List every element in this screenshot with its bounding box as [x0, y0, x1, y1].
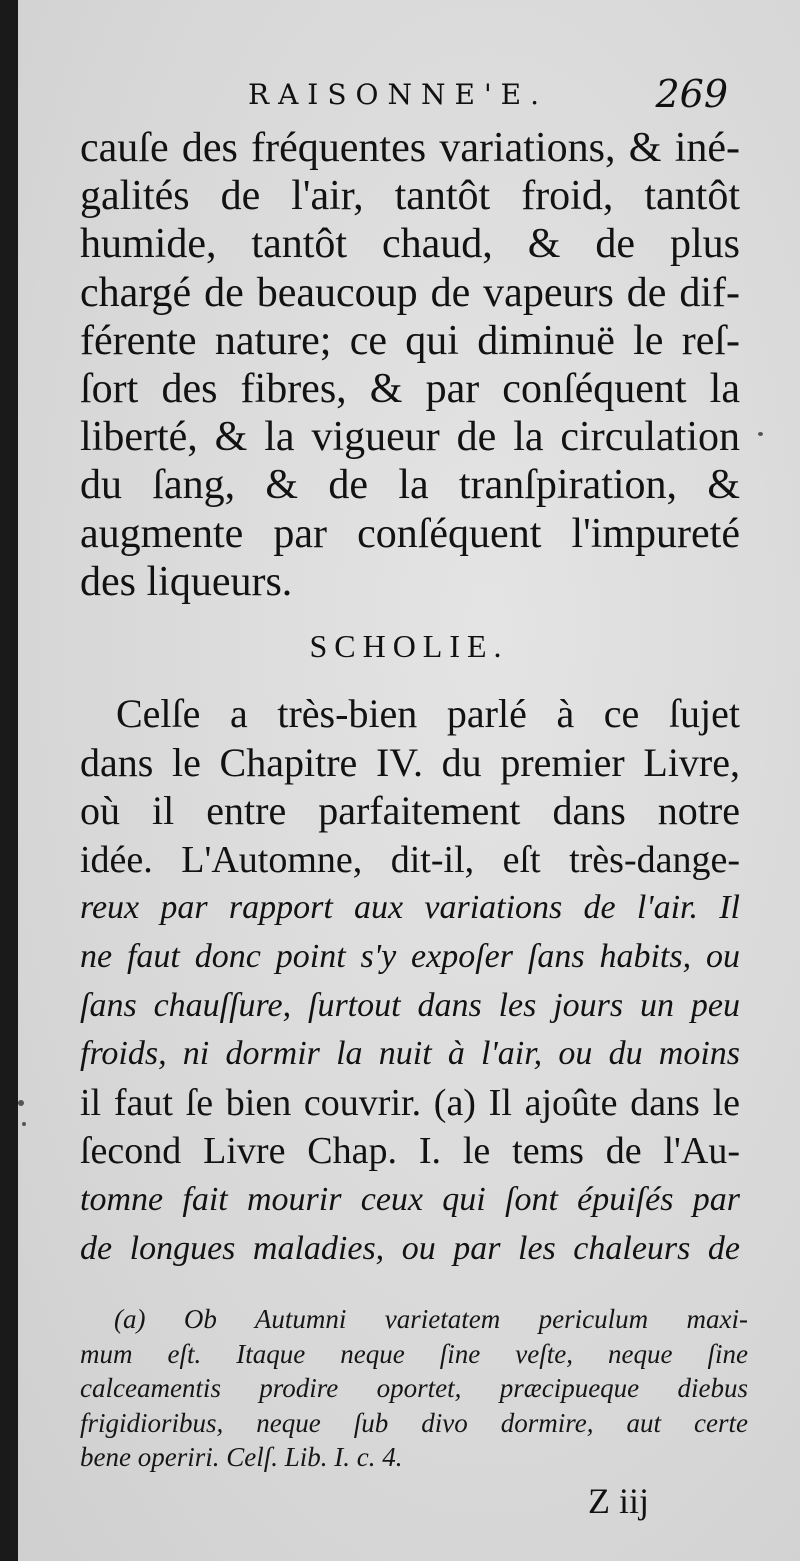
text-line: ſans chauſſure, ſurtout dans les jours un peu — [80, 986, 740, 1024]
text-line: chargé de beaucoup de vapeurs de dif- — [80, 269, 740, 316]
text-line: ſort des fibres, & par conſéquent la — [80, 366, 740, 413]
footnote-line: calceamentis prodire oportet, præcipueque diebus — [80, 1373, 748, 1403]
section-heading: SCHOLIE. — [309, 628, 509, 664]
text-line: reux par rapport aux variations de l'air. Il — [80, 889, 740, 927]
text-line: où il entre parfaitement dans notre — [80, 788, 740, 834]
footnote-line: bene operiri. Celſ. Lib. I. c. 4. — [80, 1442, 403, 1472]
ink-speck — [18, 1100, 24, 1106]
page-header — [228, 72, 748, 118]
running-head: RAISONNE'E. — [248, 78, 548, 111]
text-line: galités de l'air, tantôt froid, tantôt — [80, 173, 740, 220]
footnote-line: mum eſt. Itaque neque ſine veſte, neque ſine — [80, 1338, 748, 1369]
text-line: ne faut donc point s'y expoſer ſans habits, ou — [80, 937, 740, 975]
text-line: il faut ſe bien couvrir. (a) Il ajoûte dans le — [80, 1081, 740, 1124]
text-line: humide, tantôt chaud, & de plus — [80, 221, 740, 268]
text-line: idée. L'Automne, dit-il, eſt très-dange- — [80, 838, 740, 881]
text-line: des liqueurs. — [80, 558, 293, 605]
text-line: dans le Chapitre IV. du premier Livre, — [80, 739, 740, 785]
text-line: froids, ni dormir la nuit à l'air, ou du moins — [80, 1035, 740, 1073]
text-line: de longues maladies, ou par les chaleurs de — [80, 1229, 740, 1267]
scholie-paragraph — [80, 690, 740, 1273]
text-line: cauſe des fréquentes variations, & iné- — [80, 125, 740, 171]
body-paragraph — [80, 124, 740, 606]
text-line: liberté, & la vigueur de la circulation — [80, 414, 740, 461]
page-number: 269 — [655, 72, 728, 116]
text-line: férente nature; ce qui diminuë le reſ- — [80, 317, 740, 364]
text-line: du ſang, & de la tranſpiration, & — [80, 462, 740, 509]
text-line: ſecond Livre Chap. I. le tems de l'Au- — [80, 1130, 740, 1173]
text-line: tomne fait mourir ceux qui ſont épuiſés par — [80, 1180, 740, 1218]
ink-speck — [758, 432, 763, 436]
ink-speck — [22, 1122, 26, 1126]
footnote-line: (a) Ob Autumni varietatem periculum maxi- — [114, 1304, 748, 1334]
text-line: augmente par conſéquent l'impureté — [80, 510, 740, 557]
text-line: Celſe a très-bien parlé à ce ſujet — [116, 691, 740, 736]
footnote-line: frigidioribus, neque ſub divo dormire, aut certe — [80, 1407, 748, 1438]
book-page — [18, 0, 800, 1561]
signature-mark: Z iij — [588, 1481, 649, 1521]
footnote — [80, 1302, 748, 1475]
